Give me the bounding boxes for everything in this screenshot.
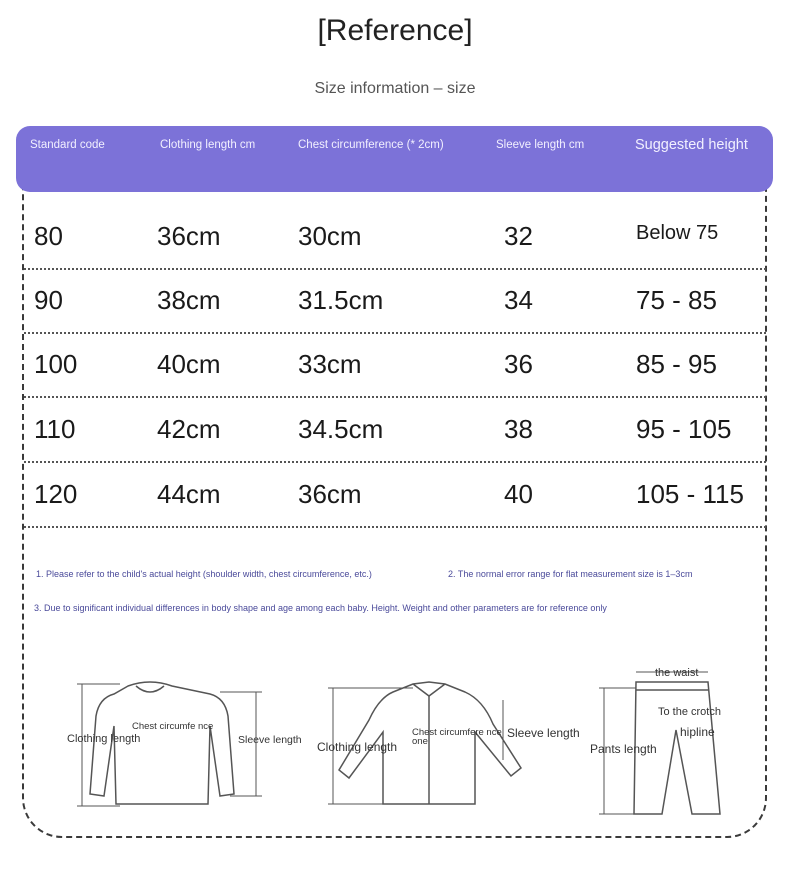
cell-height: 95 - 105 [636, 414, 732, 444]
pants-length-label: Pants length [590, 742, 657, 756]
sweater-chest-label: Chest circumfe nce [132, 721, 214, 732]
cell-length: 42cm [157, 414, 221, 444]
pants-hipline-label: hipline [680, 725, 715, 739]
cell-code: 120 [34, 479, 78, 509]
cell-chest: 33cm [298, 349, 362, 379]
cell-height: 75 - 85 [636, 285, 717, 315]
shirt-length-label: Clothing length [317, 740, 398, 754]
cell-chest: 34.5cm [298, 414, 384, 444]
header-suggested-height: Suggested height [635, 137, 748, 153]
cell-height: 105 - 115 [636, 479, 744, 509]
cell-code: 80 [34, 221, 63, 251]
shirt-chest-label: Chest circumfere nce one [412, 727, 502, 747]
cell-code: 110 [34, 414, 76, 444]
cell-sleeve: 40 [504, 479, 533, 509]
note-1: 1. Please refer to the child's actual height (shoulder width, chest circumference, etc.) [36, 569, 372, 579]
note-3: 3. Due to significant individual differences in body shape and age among each baby. Height. Weight and other parameters are for reference only [34, 603, 607, 613]
cell-sleeve: 34 [504, 285, 533, 315]
header-chest: Chest circumference (* 2cm) [298, 139, 444, 151]
cell-height: 85 - 95 [636, 349, 717, 379]
table-header [16, 126, 773, 192]
header-standard-code: Standard code [30, 139, 105, 151]
cell-chest: 31.5cm [298, 285, 384, 315]
cell-chest: 36cm [298, 479, 362, 509]
cell-length: 44cm [157, 479, 221, 509]
cell-length: 36cm [157, 221, 221, 251]
pants-crotch-label: To the crotch [658, 706, 721, 718]
table-row [24, 332, 766, 398]
cell-sleeve: 38 [504, 414, 533, 444]
cell-code: 90 [34, 285, 63, 315]
cell-height: Below 75 [636, 222, 719, 244]
note-2: 2. The normal error range for flat measurement size is 1–3cm [448, 569, 693, 579]
header-sleeve-length: Sleeve length cm [496, 139, 585, 151]
page-title: [Reference] [317, 14, 473, 47]
table-row [24, 462, 766, 528]
pants-waist-label: the waist [655, 667, 699, 679]
table-row [24, 268, 766, 334]
sweater-length-label: Clothing length [67, 733, 141, 745]
page-subtitle: Size information – size [314, 80, 476, 97]
cell-sleeve: 36 [504, 349, 533, 379]
sweater-diagram [70, 676, 270, 816]
table-row [24, 204, 766, 270]
sweater-sleeve-label: Sleeve length [238, 734, 302, 746]
header-clothing-length: Clothing length cm [160, 139, 256, 151]
cell-length: 38cm [157, 285, 221, 315]
cell-sleeve: 32 [504, 221, 533, 251]
shirt-sleeve-label: Sleeve length [507, 726, 580, 740]
cell-chest: 30cm [298, 221, 362, 251]
cell-length: 40cm [157, 349, 221, 379]
cell-code: 100 [34, 349, 78, 379]
table-row [24, 397, 766, 463]
